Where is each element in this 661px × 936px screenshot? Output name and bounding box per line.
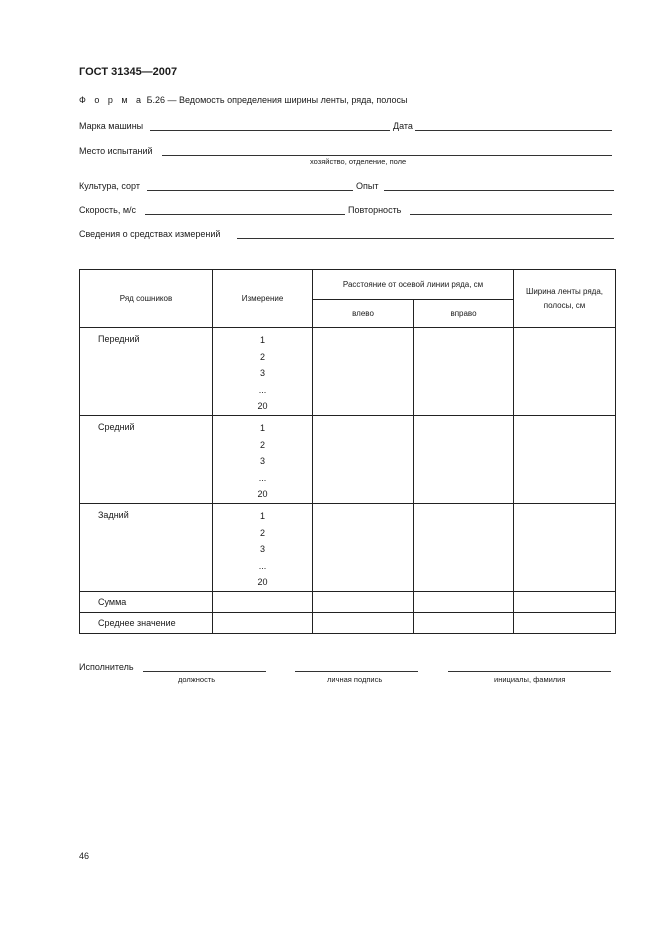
left-value-cell[interactable] (313, 503, 414, 591)
measurement-value: 3 (259, 544, 265, 555)
sum-left-cell[interactable] (313, 591, 414, 612)
measurement-value: 20 (257, 489, 268, 500)
sum-right-cell[interactable] (414, 591, 514, 612)
measurement-value: 20 (257, 577, 268, 588)
average-label: Среднее значение (80, 612, 213, 633)
initials-field[interactable] (448, 671, 611, 672)
date-field[interactable] (415, 130, 612, 131)
sum-row (80, 591, 616, 612)
measurement-list (213, 415, 313, 503)
header-distance-column: Расстояние от осевой линии ряда, см (313, 270, 514, 300)
measurement-list (213, 503, 313, 591)
width-value-cell[interactable] (514, 328, 616, 416)
date-label: Дата (393, 121, 413, 131)
test-place-field[interactable] (162, 155, 612, 156)
speed-field[interactable] (145, 214, 345, 215)
measurement-value: ... (258, 384, 267, 395)
performer-label: Исполнитель (79, 662, 134, 672)
header-left-column: влево (313, 300, 414, 328)
test-place-label: Место испытаний (79, 146, 153, 156)
avg-left-cell[interactable] (313, 612, 414, 633)
test-place-hint: хозяйство, отделение, поле (310, 157, 407, 166)
crop-field[interactable] (147, 190, 353, 191)
machine-brand-field[interactable] (150, 130, 390, 131)
group-name: Задний (80, 503, 213, 591)
left-value-cell[interactable] (313, 415, 414, 503)
form-prefix: Ф о р м а (79, 95, 145, 105)
page-number: 46 (79, 851, 90, 861)
measurement-value: 2 (259, 527, 265, 538)
right-value-cell[interactable] (414, 415, 514, 503)
signature-hint: личная подпись (327, 675, 383, 684)
measurement-value: 3 (259, 368, 265, 379)
crop-label: Культура, сорт (79, 181, 140, 191)
machine-brand-label: Марка машины (79, 121, 144, 131)
repeat-field[interactable] (410, 214, 612, 215)
average-row (80, 612, 616, 633)
table-row (80, 328, 616, 416)
measurement-value: ... (258, 560, 267, 571)
group-name: Передний (80, 328, 213, 416)
experiment-label: Опыт (356, 181, 379, 191)
measurement-value: 1 (259, 510, 265, 521)
form-title-text: — Ведомость определения ширины ленты, ряда, полосы (165, 95, 408, 105)
document-header: ГОСТ 31345—2007 (79, 66, 178, 78)
speed-label: Скорость, м/с (79, 205, 137, 215)
initials-hint: инициалы, фамилия (494, 675, 566, 684)
table-row (80, 503, 616, 591)
width-value-cell[interactable] (514, 415, 616, 503)
measurement-value: 2 (259, 351, 265, 362)
measurement-value: 20 (257, 401, 268, 412)
width-value-cell[interactable] (514, 503, 616, 591)
instruments-field[interactable] (237, 238, 614, 239)
measurement-value: 1 (259, 335, 265, 345)
form-title (79, 95, 407, 105)
header-right-column: вправо (414, 300, 514, 328)
header-measurement-column: Измерение (213, 270, 313, 328)
measurement-value: 2 (259, 439, 265, 450)
group-name: Средний (80, 415, 213, 503)
measurement-value: 1 (259, 422, 265, 433)
avg-width-cell[interactable] (514, 612, 616, 633)
header-row-column: Ряд сошников (80, 270, 213, 328)
measurement-value: ... (258, 472, 267, 483)
sum-width-cell[interactable] (514, 591, 616, 612)
right-value-cell[interactable] (414, 503, 514, 591)
sum-label: Сумма (80, 591, 213, 612)
signature-field[interactable] (295, 671, 418, 672)
position-hint: должность (178, 675, 216, 684)
instruments-label: Сведения о средствах измерений (79, 229, 221, 239)
left-value-cell[interactable] (313, 328, 414, 416)
header-width-column: Ширина ленты ряда, полосы, см (514, 270, 616, 328)
measurement-value: 3 (259, 456, 265, 467)
position-field[interactable] (143, 671, 266, 672)
table-row (80, 415, 616, 503)
avg-right-cell[interactable] (414, 612, 514, 633)
avg-measurement-cell[interactable] (213, 612, 313, 633)
form-number: Б.26 (146, 95, 165, 105)
measurement-table (79, 269, 616, 634)
repeat-label: Повторность (348, 205, 402, 215)
right-value-cell[interactable] (414, 328, 514, 416)
sum-measurement-cell[interactable] (213, 591, 313, 612)
measurement-list (213, 328, 313, 416)
experiment-field[interactable] (384, 190, 614, 191)
